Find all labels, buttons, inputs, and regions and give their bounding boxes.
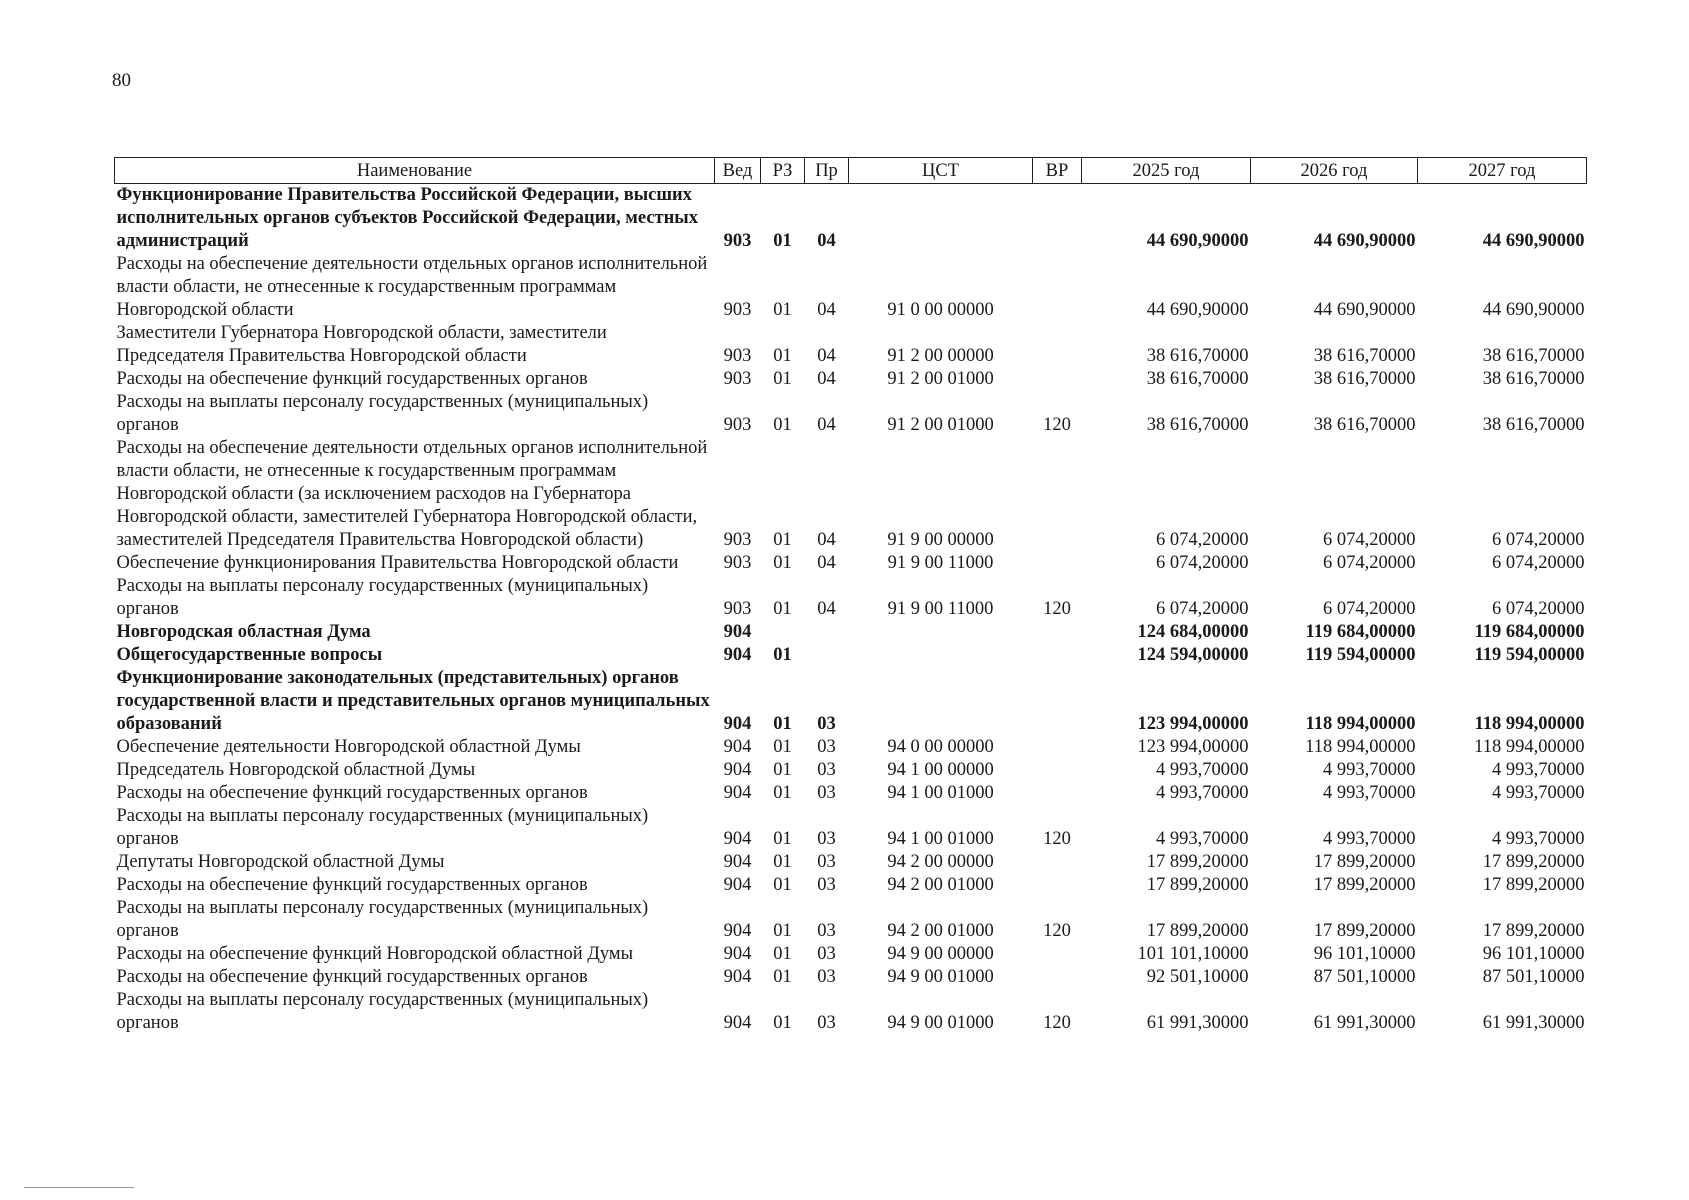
row-amount-2026: 38 616,70000	[1313, 346, 1416, 366]
row-amount-2025: 124 684,00000	[1137, 622, 1249, 642]
row-cst: 91 2 00 00000	[887, 346, 994, 366]
row-vr	[1033, 782, 1082, 805]
row-amount-2026: 44 690,90000	[1313, 231, 1416, 251]
row-rz: 01	[773, 1013, 792, 1033]
row-pr: 03	[817, 944, 836, 964]
row-pr: 04	[817, 415, 836, 435]
row-ved: 904	[723, 737, 752, 757]
row-rz: 01	[773, 783, 792, 803]
row-amount-2026: 118 994,00000	[1305, 737, 1416, 757]
row-name: Расходы на обеспечение деятельности отдельных органов исполнительной власти области, не отнесенные к государственным программам Новгородской области	[116, 254, 708, 320]
row-amount-2025: 123 994,00000	[1137, 737, 1249, 757]
row-ved: 904	[723, 622, 752, 642]
table-row	[115, 391, 1587, 437]
row-name: Функционирование Правительства Российской Федерации, высших исполнительных органов субъектов Российской Федерации, местных администраций	[116, 185, 698, 251]
row-cst	[849, 184, 1033, 254]
row-cst: 91 9 00 00000	[887, 530, 994, 550]
row-cst	[849, 621, 1033, 644]
row-ved: 903	[723, 369, 752, 389]
row-amount-2025: 4 993,70000	[1156, 783, 1249, 803]
table-row	[115, 805, 1587, 851]
row-vr: 120	[1043, 1013, 1071, 1033]
row-cst: 94 2 00 01000	[887, 875, 994, 895]
row-cst: 94 9 00 01000	[887, 1013, 994, 1033]
row-name: Расходы на обеспечение функций государственных органов	[116, 369, 588, 389]
row-amount-2027: 38 616,70000	[1482, 415, 1585, 435]
row-amount-2027: 4 993,70000	[1492, 829, 1585, 849]
row-amount-2025: 6 074,20000	[1156, 599, 1249, 619]
row-amount-2025: 44 690,90000	[1146, 300, 1249, 320]
row-amount-2026: 6 074,20000	[1323, 599, 1416, 619]
header-2027: 2027 год	[1418, 158, 1587, 184]
row-vr	[1033, 851, 1082, 874]
page-number: 80	[112, 70, 131, 91]
row-rz: 01	[773, 737, 792, 757]
row-ved: 904	[723, 645, 752, 665]
row-rz: 01	[773, 530, 792, 550]
row-vr	[1033, 253, 1082, 322]
row-amount-2026: 17 899,20000	[1313, 852, 1416, 872]
row-pr: 04	[817, 346, 836, 366]
row-amount-2025: 38 616,70000	[1146, 346, 1249, 366]
row-pr: 03	[817, 875, 836, 895]
row-pr	[805, 621, 849, 644]
row-amount-2027: 96 101,10000	[1482, 944, 1585, 964]
row-amount-2026: 96 101,10000	[1313, 944, 1416, 964]
row-pr: 03	[817, 760, 836, 780]
row-pr: 03	[817, 967, 836, 987]
row-pr: 03	[817, 921, 836, 941]
row-cst	[849, 644, 1033, 667]
row-rz: 01	[773, 553, 792, 573]
row-amount-2025: 124 594,00000	[1137, 645, 1249, 665]
row-name: Обеспечение деятельности Новгородской областной Думы	[116, 737, 581, 757]
row-cst: 91 9 00 11000	[887, 553, 994, 573]
row-cst: 94 2 00 01000	[887, 921, 994, 941]
row-amount-2027: 44 690,90000	[1482, 231, 1585, 251]
row-amount-2026: 44 690,90000	[1313, 300, 1416, 320]
header-rz: РЗ	[761, 158, 805, 184]
row-vr	[1033, 322, 1082, 368]
row-pr: 03	[817, 714, 836, 734]
row-name: Функционирование законодательных (представительных) органов государственной власти и представительных органов муниципальных образований	[116, 668, 710, 734]
row-amount-2025: 92 501,10000	[1146, 967, 1249, 987]
row-rz: 01	[773, 944, 792, 964]
row-vr	[1033, 552, 1082, 575]
row-rz: 01	[773, 852, 792, 872]
row-amount-2026: 17 899,20000	[1313, 875, 1416, 895]
row-rz: 01	[773, 599, 792, 619]
row-amount-2025: 17 899,20000	[1146, 875, 1249, 895]
row-amount-2027: 6 074,20000	[1492, 599, 1585, 619]
row-ved: 903	[723, 231, 752, 251]
table-row	[115, 184, 1587, 254]
row-cst: 94 1 00 01000	[887, 829, 994, 849]
row-amount-2025: 17 899,20000	[1146, 852, 1249, 872]
row-amount-2027: 6 074,20000	[1492, 553, 1585, 573]
row-ved: 904	[723, 852, 752, 872]
row-rz: 01	[773, 369, 792, 389]
row-amount-2027: 118 994,00000	[1474, 737, 1585, 757]
row-amount-2026: 6 074,20000	[1323, 530, 1416, 550]
table-row	[115, 368, 1587, 391]
row-amount-2026: 4 993,70000	[1323, 829, 1416, 849]
row-amount-2027: 119 594,00000	[1474, 645, 1585, 665]
row-rz: 01	[773, 346, 792, 366]
row-vr	[1033, 759, 1082, 782]
row-ved: 904	[723, 875, 752, 895]
row-ved: 903	[723, 346, 752, 366]
row-pr: 03	[817, 829, 836, 849]
table-row	[115, 322, 1587, 368]
row-pr: 03	[817, 737, 836, 757]
row-vr	[1033, 966, 1082, 989]
row-name: Расходы на выплаты персоналу государственных (муниципальных) органов	[116, 898, 649, 941]
row-amount-2026: 61 991,30000	[1313, 1013, 1416, 1033]
row-name: Расходы на обеспечение функций государственных органов	[116, 967, 588, 987]
row-rz: 01	[773, 645, 792, 665]
row-pr: 04	[817, 300, 836, 320]
row-ved: 904	[723, 921, 752, 941]
row-pr: 03	[817, 1013, 836, 1033]
row-cst: 91 0 00 00000	[887, 300, 994, 320]
row-amount-2025: 4 993,70000	[1156, 829, 1249, 849]
row-vr: 120	[1043, 829, 1071, 849]
row-amount-2026: 4 993,70000	[1323, 783, 1416, 803]
header-2026: 2026 год	[1251, 158, 1418, 184]
row-rz	[761, 621, 805, 644]
row-name: Расходы на обеспечение функций государственных органов	[116, 875, 588, 895]
row-amount-2026: 119 594,00000	[1305, 645, 1416, 665]
row-cst	[849, 667, 1033, 736]
row-amount-2026: 38 616,70000	[1313, 415, 1416, 435]
row-ved: 904	[723, 760, 752, 780]
row-name: Обеспечение функционирования Правительства Новгородской области	[116, 553, 679, 573]
row-amount-2026: 119 684,00000	[1305, 622, 1416, 642]
row-amount-2027: 44 690,90000	[1482, 300, 1585, 320]
row-amount-2027: 17 899,20000	[1482, 852, 1585, 872]
row-rz: 01	[773, 415, 792, 435]
row-name: Расходы на обеспечение функций Новгородской областной Думы	[116, 944, 634, 964]
row-cst: 91 9 00 11000	[887, 599, 994, 619]
row-ved: 903	[723, 530, 752, 550]
row-vr	[1033, 621, 1082, 644]
row-vr	[1033, 368, 1082, 391]
header-cst: ЦСТ	[849, 158, 1033, 184]
table-row	[115, 897, 1587, 943]
row-vr	[1033, 644, 1082, 667]
row-ved: 903	[723, 300, 752, 320]
row-vr	[1033, 437, 1082, 552]
table-row	[115, 736, 1587, 759]
table-row	[115, 966, 1587, 989]
table-body	[115, 184, 1587, 1036]
row-amount-2025: 38 616,70000	[1146, 415, 1249, 435]
table-row	[115, 575, 1587, 621]
row-pr: 03	[817, 783, 836, 803]
budget-table	[114, 157, 1587, 1035]
row-vr	[1033, 943, 1082, 966]
row-ved: 904	[723, 944, 752, 964]
row-cst: 91 2 00 01000	[887, 369, 994, 389]
row-cst: 94 0 00 00000	[887, 737, 994, 757]
row-amount-2025: 6 074,20000	[1156, 530, 1249, 550]
row-amount-2027: 4 993,70000	[1492, 760, 1585, 780]
row-cst: 94 2 00 00000	[887, 852, 994, 872]
row-cst: 94 9 00 01000	[887, 967, 994, 987]
row-amount-2027: 4 993,70000	[1492, 783, 1585, 803]
row-name: Расходы на выплаты персоналу государственных (муниципальных) органов	[116, 392, 649, 435]
row-pr	[805, 644, 849, 667]
row-amount-2026: 118 994,00000	[1305, 714, 1416, 734]
row-amount-2025: 44 690,90000	[1146, 231, 1249, 251]
row-name: Заместители Губернатора Новгородской области, заместители Председателя Правительства Новгородской области	[116, 323, 607, 366]
scan-edge-line	[24, 1187, 134, 1188]
row-amount-2026: 87 501,10000	[1313, 967, 1416, 987]
header-name: Наименование	[115, 158, 715, 184]
row-amount-2025: 6 074,20000	[1156, 553, 1249, 573]
row-vr	[1033, 667, 1082, 736]
row-pr: 04	[817, 553, 836, 573]
row-ved: 904	[723, 714, 752, 734]
row-pr: 04	[817, 231, 836, 251]
table-row	[115, 782, 1587, 805]
table-row	[115, 552, 1587, 575]
row-pr: 04	[817, 530, 836, 550]
row-amount-2025: 123 994,00000	[1137, 714, 1249, 734]
row-name: Общегосударственные вопросы	[116, 645, 383, 665]
table-row	[115, 437, 1587, 552]
row-name: Новгородская областная Дума	[116, 622, 371, 642]
row-name: Расходы на выплаты персоналу государственных (муниципальных) органов	[116, 990, 649, 1033]
row-name: Расходы на обеспечение функций государственных органов	[116, 783, 588, 803]
row-amount-2027: 6 074,20000	[1492, 530, 1585, 550]
row-vr	[1033, 736, 1082, 759]
row-name: Расходы на обеспечение деятельности отдельных органов исполнительной власти области, не отнесенные к государственным программам Новгородской области (за исключением расходов на Губернатора Новгородской области, заместителей Губернатора Новгородской области, заместителей Председателя Правительства Новгородской области)	[116, 438, 708, 550]
row-rz: 01	[773, 829, 792, 849]
row-name: Расходы на выплаты персоналу государственных (муниципальных) органов	[116, 576, 649, 619]
row-pr: 04	[817, 369, 836, 389]
row-ved: 904	[723, 967, 752, 987]
row-ved: 903	[723, 415, 752, 435]
row-rz: 01	[773, 921, 792, 941]
row-amount-2025: 61 991,30000	[1146, 1013, 1249, 1033]
row-ved: 904	[723, 1013, 752, 1033]
row-name: Расходы на выплаты персоналу государственных (муниципальных) органов	[116, 806, 649, 849]
row-ved: 904	[723, 829, 752, 849]
row-amount-2027: 119 684,00000	[1474, 622, 1585, 642]
table-row	[115, 667, 1587, 736]
row-amount-2025: 4 993,70000	[1156, 760, 1249, 780]
row-amount-2027: 17 899,20000	[1482, 921, 1585, 941]
row-amount-2027: 118 994,00000	[1474, 714, 1585, 734]
row-cst: 94 1 00 00000	[887, 760, 994, 780]
row-cst: 94 1 00 01000	[887, 783, 994, 803]
header-2025: 2025 год	[1082, 158, 1251, 184]
row-amount-2025: 17 899,20000	[1146, 921, 1249, 941]
row-rz: 01	[773, 300, 792, 320]
table-row	[115, 851, 1587, 874]
table-row	[115, 874, 1587, 897]
header-vr: ВР	[1033, 158, 1082, 184]
header-pr: Пр	[805, 158, 849, 184]
row-amount-2026: 17 899,20000	[1313, 921, 1416, 941]
table-row	[115, 644, 1587, 667]
row-vr: 120	[1043, 921, 1071, 941]
header-ved: Вед	[715, 158, 761, 184]
row-name: Депутаты Новгородской областной Думы	[116, 852, 445, 872]
row-rz: 01	[773, 875, 792, 895]
table-row	[115, 759, 1587, 782]
table-row	[115, 943, 1587, 966]
row-ved: 903	[723, 553, 752, 573]
row-amount-2027: 17 899,20000	[1482, 875, 1585, 895]
row-rz: 01	[773, 967, 792, 987]
row-amount-2026: 6 074,20000	[1323, 553, 1416, 573]
row-cst: 94 9 00 00000	[887, 944, 994, 964]
row-vr: 120	[1043, 415, 1071, 435]
row-ved: 903	[723, 599, 752, 619]
row-vr: 120	[1043, 599, 1071, 619]
row-vr	[1033, 874, 1082, 897]
row-rz: 01	[773, 714, 792, 734]
row-cst: 91 2 00 01000	[887, 415, 994, 435]
row-rz: 01	[773, 760, 792, 780]
row-pr: 03	[817, 852, 836, 872]
table-row	[115, 621, 1587, 644]
row-vr	[1033, 184, 1082, 254]
table-header-row	[115, 158, 1587, 184]
row-amount-2025: 101 101,10000	[1137, 944, 1249, 964]
row-rz: 01	[773, 231, 792, 251]
row-amount-2026: 38 616,70000	[1313, 369, 1416, 389]
table-row	[115, 989, 1587, 1035]
row-amount-2027: 38 616,70000	[1482, 369, 1585, 389]
table-row	[115, 253, 1587, 322]
row-amount-2027: 61 991,30000	[1482, 1013, 1585, 1033]
row-amount-2025: 38 616,70000	[1146, 369, 1249, 389]
row-pr: 04	[817, 599, 836, 619]
row-amount-2027: 38 616,70000	[1482, 346, 1585, 366]
row-amount-2027: 87 501,10000	[1482, 967, 1585, 987]
row-ved: 904	[723, 783, 752, 803]
row-amount-2026: 4 993,70000	[1323, 760, 1416, 780]
row-name: Председатель Новгородской областной Думы	[116, 760, 476, 780]
